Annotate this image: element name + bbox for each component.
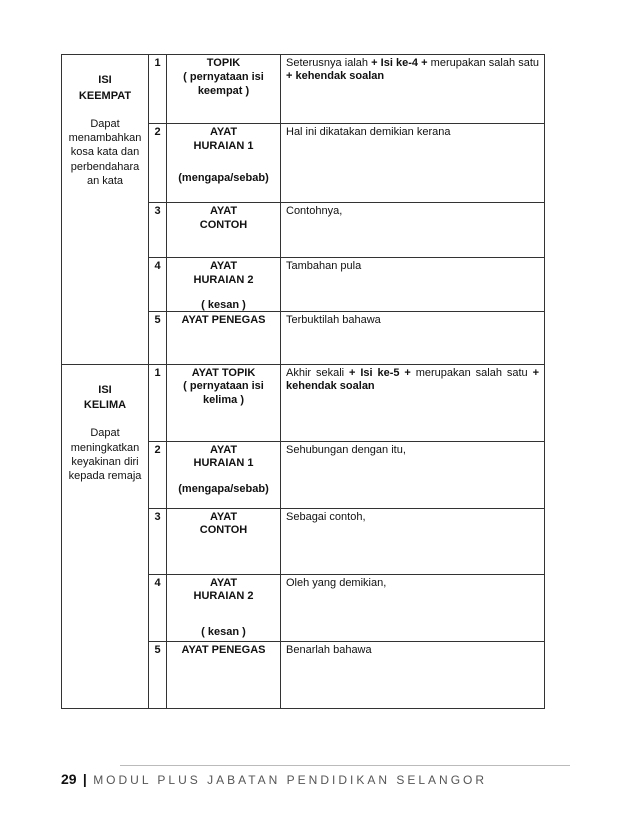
ayat-label: AYAT: [209, 443, 238, 456]
desc-text: Akhir sekali: [286, 366, 349, 379]
ayat-sublabel: HURAIAN 2: [193, 590, 254, 603]
row-number: 2: [149, 124, 167, 203]
desc-text: Seterusnya ialah: [286, 57, 372, 69]
desc-keyword: + Isi ke-4 +: [371, 57, 428, 69]
row-number: 3: [149, 203, 167, 258]
ayat-note: (mengapa/sebab): [178, 483, 269, 495]
row-number: 1: [149, 364, 167, 441]
isi-description: Dapat meningkatkan keyakinan diri kepada remaja: [68, 427, 142, 483]
footer-separator: |: [82, 771, 87, 787]
ayat-sublabel: CONTOH: [199, 218, 248, 231]
footer-rule: [120, 765, 570, 766]
ayat-label: AYAT: [209, 205, 238, 217]
isi-title-line1: ISI: [98, 74, 112, 86]
footer-title: MODUL PLUS JABATAN PENDIDIKAN SELANGOR: [93, 773, 488, 787]
ayat-note: (mengapa/sebab): [178, 171, 269, 184]
page-footer: [61, 771, 487, 787]
ayat-sublabel: CONTOH: [199, 524, 248, 537]
ayat-label: AYAT: [209, 510, 238, 523]
table-row: [62, 55, 545, 124]
isi-title-line2: KEEMPAT: [78, 89, 132, 102]
desc-text: merupakan salah satu: [427, 57, 539, 69]
isi-title-line2: KELIMA: [83, 399, 127, 412]
row-description: Tambahan pula: [281, 258, 545, 312]
ayat-label: TOPIK: [206, 57, 241, 69]
ayat-label: AYAT TOPIK: [191, 366, 256, 379]
table-row: [62, 364, 545, 441]
row-description: Contohnya,: [281, 203, 545, 258]
ayat-label: AYAT PENEGAS: [181, 643, 266, 656]
isi-description: Dapat menambahkan kosa kata dan perbendahara an kata: [68, 117, 142, 188]
row-description: Hal ini dikatakan demikian kerana: [281, 124, 545, 203]
row-number: 2: [149, 441, 167, 508]
isi-cell: [62, 364, 149, 708]
row-number: 5: [149, 311, 167, 364]
ayat-sublabel: HURAIAN 2: [193, 273, 254, 286]
ayat-label: AYAT: [209, 260, 238, 272]
ayat-label: AYAT: [209, 126, 238, 138]
ayat-note: ( kesan ): [201, 626, 246, 638]
row-description: Terbuktilah bahawa: [281, 311, 545, 364]
ayat-sublabel-2: kelima ): [203, 394, 244, 406]
row-description: Sebagai contoh,: [281, 508, 545, 574]
row-description: [281, 55, 545, 124]
ayat-sublabel: ( pernyataan isi: [183, 380, 264, 393]
module-table: [61, 54, 545, 709]
ayat-sublabel: ( pernyataan isi: [183, 70, 264, 83]
row-description: [281, 364, 545, 441]
row-number: 5: [149, 641, 167, 708]
row-number: 1: [149, 55, 167, 124]
desc-keyword: + kehendak soalan: [286, 70, 385, 83]
page-number: 29: [61, 771, 77, 787]
row-number: 3: [149, 508, 167, 574]
desc-text: merupakan salah satu: [410, 366, 533, 379]
row-description: Sehubungan dengan itu,: [281, 441, 545, 508]
isi-title-line1: ISI: [98, 383, 112, 396]
row-description: Oleh yang demikian,: [281, 574, 545, 641]
row-number: 4: [149, 574, 167, 641]
ayat-note: ( kesan ): [201, 298, 246, 311]
ayat-label: AYAT PENEGAS: [181, 313, 266, 326]
desc-keyword: + Isi ke-5 +: [349, 366, 411, 379]
isi-cell: [62, 55, 149, 365]
ayat-sublabel: HURAIAN 1: [193, 139, 254, 152]
row-number: 4: [149, 258, 167, 312]
ayat-sublabel-2: keempat ): [197, 84, 250, 97]
desc-keyword: + kehendak soalan: [286, 366, 539, 392]
ayat-label: AYAT: [209, 576, 238, 589]
ayat-sublabel: HURAIAN 1: [193, 457, 254, 470]
row-description: Benarlah bahawa: [281, 641, 545, 708]
